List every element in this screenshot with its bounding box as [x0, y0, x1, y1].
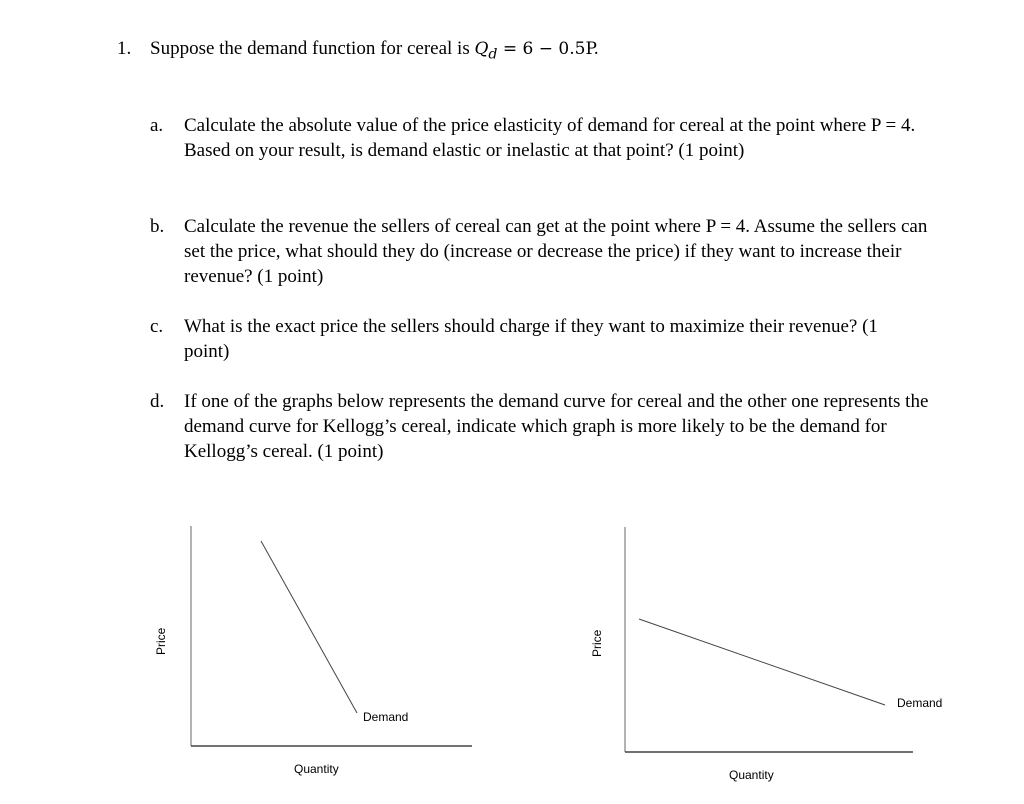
curve-label: Demand [363, 710, 409, 724]
y-axis-label: Price [590, 629, 604, 657]
demand-curve [639, 619, 885, 705]
graph-steep-demand [154, 526, 472, 776]
part-d-letter: d. [150, 391, 165, 412]
curve-label: Demand [897, 696, 943, 710]
y-axis-label: Price [154, 627, 168, 655]
question-text: Suppose the demand function for cereal is $Q_d = 6 - 0.5P$. [150, 38, 599, 63]
x-axis-label: Quantity [294, 762, 339, 776]
part-d-text: If one of the graphs below represents the demand curve for cereal and the other one represents the demand curve for Kellogg’s cereal, indicate which graph is more likely to be the demand for Kellogg’s cereal. (1 point) [184, 391, 929, 462]
x-axis-label: Quantity [729, 768, 774, 782]
part-c-letter: c. [150, 316, 164, 337]
part-b-text: Calculate the revenue the sellers of cereal can get at the point where P = 4. Assume the sellers can set the price, what should they do (increase or decrease the price) if they want to increase their revenue? (1 point) [184, 216, 928, 287]
part-c-text: What is the exact price the sellers should charge if they want to maximize their revenue? (1 point) [184, 316, 878, 362]
part-a-text: Calculate the absolute value of the price elasticity of demand for cereal at the point where P = 4. Based on your result, is demand elastic or inelastic at that point? (1 point) [184, 115, 916, 161]
question-number: 1. [117, 38, 132, 59]
graph-flat-demand [590, 527, 942, 782]
demand-equation: $Q_d = 6 - 0.5P$. [474, 39, 599, 63]
part-b-letter: b. [150, 216, 165, 237]
demand-curve [261, 541, 357, 713]
part-a-letter: a. [150, 115, 164, 136]
